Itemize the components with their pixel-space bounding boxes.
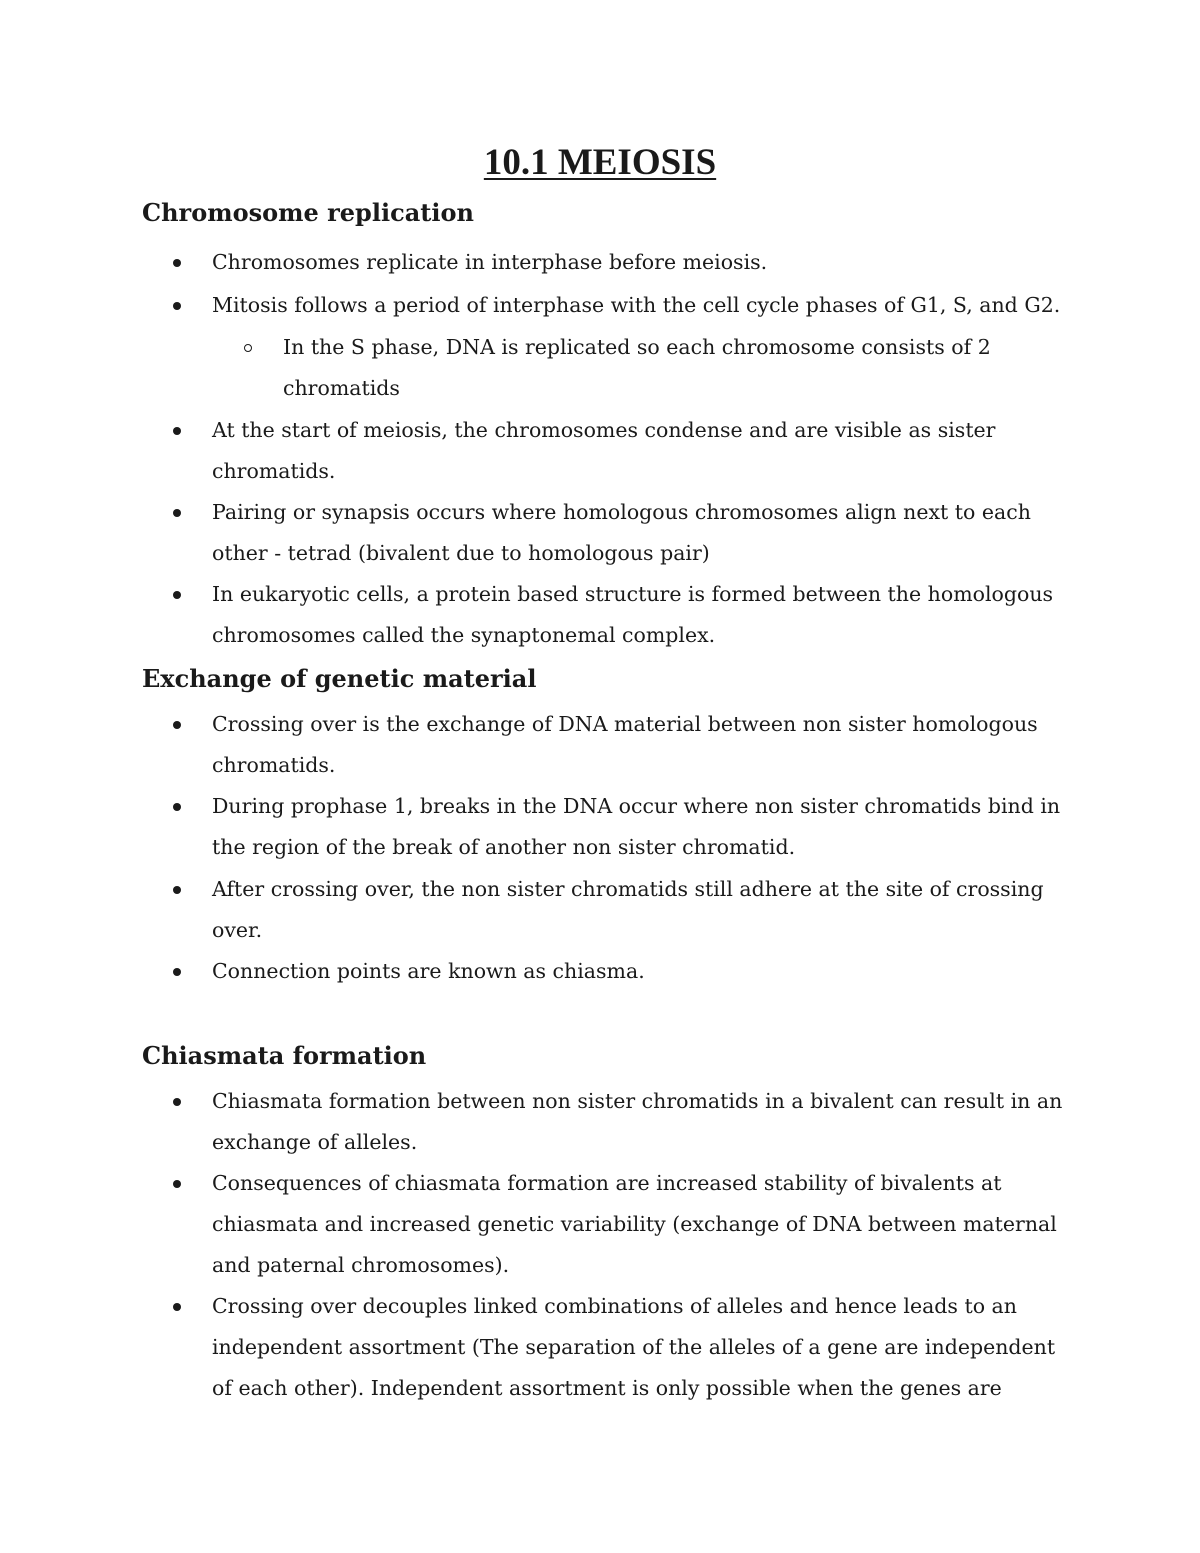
bullet-icon bbox=[173, 704, 181, 745]
bullet-icon bbox=[173, 410, 181, 451]
page-title-text: 10.1 MEIOSIS bbox=[483, 142, 717, 183]
list-item bbox=[212, 492, 1072, 574]
bullet-icon bbox=[173, 285, 181, 326]
bullet-icon bbox=[173, 951, 181, 992]
list-item bbox=[212, 704, 1072, 786]
list-item-text: Chiasmata formation between non sister chromatids in a bivalent can result in an exchange of alleles. bbox=[212, 1089, 1063, 1154]
bullet-icon bbox=[173, 869, 181, 910]
list-item bbox=[212, 786, 1072, 868]
list-item-text: Chromosomes replicate in interphase before meiosis. bbox=[212, 250, 768, 274]
list-item bbox=[212, 1081, 1072, 1163]
list-item bbox=[212, 242, 1072, 283]
list-item bbox=[212, 285, 1072, 326]
list-item-text: Mitosis follows a period of interphase with the cell cycle phases of G1, S, and G2. bbox=[212, 293, 1061, 317]
list-item bbox=[212, 410, 1072, 492]
bullet-icon bbox=[173, 242, 181, 283]
list-item bbox=[212, 951, 1072, 992]
list-item-text: In eukaryotic cells, a protein based structure is formed between the homologous chromosomes called the synaptonemal complex. bbox=[212, 582, 1054, 647]
list-item bbox=[212, 574, 1072, 656]
section-heading-exchange-of-genetic-material: Exchange of genetic material bbox=[142, 664, 537, 693]
list-item-text: Pairing or synapsis occurs where homologous chromosomes align next to each other - tetrad (bivalent due to homologous pair) bbox=[212, 500, 1031, 565]
list-item-text: Crossing over is the exchange of DNA material between non sister homologous chromatids. bbox=[212, 712, 1038, 777]
page-title bbox=[0, 140, 1200, 186]
list-item-text: Consequences of chiasmata formation are increased stability of bivalents at chiasmata and increased genetic variability (exchange of DNA between maternal and paternal chromosomes). bbox=[212, 1171, 1057, 1277]
list-item-text: In the S phase, DNA is replicated so each chromosome consists of 2 chromatids bbox=[283, 335, 991, 400]
section-heading-chiasmata-formation: Chiasmata formation bbox=[142, 1041, 427, 1070]
bullet-icon bbox=[173, 786, 181, 827]
list-item-text: Crossing over decouples linked combinations of alleles and hence leads to an independent assortment (The separation of the alleles of a gene are independent of each other). Independent assortment is only possible when the genes are bbox=[212, 1294, 1056, 1400]
bullet-icon bbox=[173, 574, 181, 615]
list-item-text: At the start of meiosis, the chromosomes condense and are visible as sister chromatids. bbox=[212, 418, 996, 483]
list-item-text: After crossing over, the non sister chromatids still adhere at the site of crossing over. bbox=[212, 877, 1044, 942]
list-item bbox=[212, 869, 1072, 951]
bullet-icon bbox=[173, 1163, 181, 1204]
bullet-icon bbox=[173, 1081, 181, 1122]
bullet-icon bbox=[173, 1286, 181, 1327]
section-heading-chromosome-replication: Chromosome replication bbox=[142, 198, 474, 227]
list-item-text: During prophase 1, breaks in the DNA occur where non sister chromatids bind in the region of the break of another non sister chromatid. bbox=[212, 794, 1061, 859]
list-item-text: Connection points are known as chiasma. bbox=[212, 959, 645, 983]
hollow-bullet-icon bbox=[244, 327, 252, 368]
list-item-sub bbox=[283, 327, 1073, 409]
bullet-icon bbox=[173, 492, 181, 533]
list-item bbox=[212, 1286, 1072, 1409]
list-item bbox=[212, 1163, 1072, 1286]
